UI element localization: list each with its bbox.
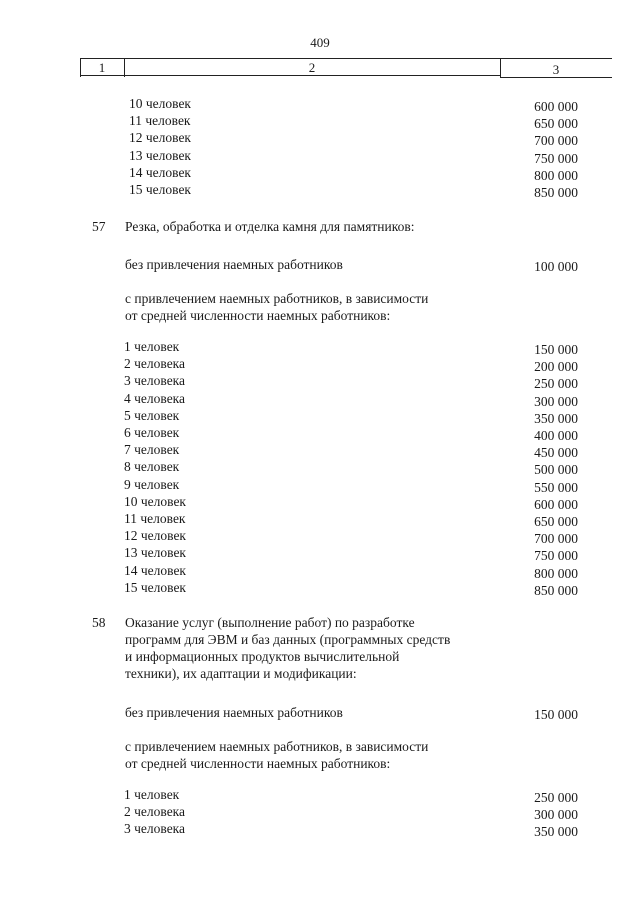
section-subheading: с привлечением наемных работников, в зависимости [125, 291, 429, 306]
column-header-3: 3 [552, 62, 560, 77]
item-label: 6 человек [124, 425, 180, 440]
list-item [124, 562, 600, 579]
item-label: 9 человек [124, 476, 180, 492]
column-header-2: 2 [308, 60, 316, 75]
column-header [80, 58, 612, 76]
item-value: 150 000 [534, 707, 578, 722]
list-item [125, 704, 600, 721]
list-item [124, 820, 600, 840]
item-label: 13 человек [129, 147, 191, 163]
item-value: 650 000 [534, 116, 578, 132]
item-value: 150 000 [534, 342, 578, 357]
item-value: 300 000 [534, 807, 578, 823]
item-value: 700 000 [534, 531, 578, 547]
item-value: 450 000 [534, 445, 578, 461]
item-value: 350 000 [534, 410, 578, 426]
list-item [124, 544, 600, 564]
item-value: 300 000 [534, 393, 578, 409]
item-value: 250 000 [534, 376, 578, 392]
section-title: техники), их адаптации и модификации: [125, 666, 357, 681]
list-item [124, 510, 600, 527]
item-label: 1 человек [124, 787, 180, 802]
item-label: 13 человек [124, 545, 186, 561]
list-item [124, 390, 600, 407]
item-value: 600 000 [534, 496, 578, 512]
item-value: 500 000 [534, 462, 578, 478]
item-label: 5 человек [124, 407, 180, 423]
item-value: 850 000 [534, 582, 578, 598]
list-item [124, 338, 600, 355]
item-value: 800 000 [534, 167, 578, 183]
list-item [124, 579, 600, 596]
item-label: 15 человек [124, 579, 186, 595]
item-label: 2 человека [124, 804, 186, 820]
header-top-rule [80, 58, 612, 59]
item-label: без привлечения наемных работников [125, 705, 343, 720]
item-label: 7 человек [124, 442, 180, 458]
item-value: 550 000 [534, 479, 578, 495]
item-value: 650 000 [534, 514, 578, 529]
section-number: 57 [92, 219, 106, 234]
list-item [124, 786, 600, 803]
list-item [124, 355, 600, 375]
item-label: 8 человек [124, 459, 180, 475]
item-value: 600 000 [534, 99, 578, 114]
list-item [129, 181, 600, 198]
section-subheading: с привлечением наемных работников, в зависимости [125, 739, 429, 754]
item-value: 250 000 [534, 790, 578, 805]
list-item [124, 493, 600, 510]
list-item [124, 527, 600, 547]
item-label: 14 человек [124, 562, 186, 578]
section-title: Оказание услуг (выполнение работ) по разработке [125, 615, 415, 630]
list-item [129, 95, 600, 112]
item-label: 2 человека [124, 356, 186, 372]
item-label: 12 человек [129, 130, 191, 146]
list-item [124, 441, 600, 461]
item-label: 3 человека [124, 373, 186, 389]
item-label: 4 человека [124, 390, 186, 406]
list-item [129, 147, 600, 164]
section-title: программ для ЭВМ и баз данных (программных средств [125, 632, 451, 647]
item-label: 10 человек [124, 493, 186, 509]
column-header-1: 1 [98, 60, 106, 75]
list-item [124, 407, 600, 424]
item-label: 15 человек [129, 182, 191, 197]
item-label: 3 человека [124, 821, 186, 837]
list-item [129, 129, 600, 149]
section-subheading: от средней численности наемных работников: [125, 756, 391, 771]
list-item [124, 458, 600, 478]
list-item [125, 256, 600, 273]
item-value: 400 000 [534, 428, 578, 443]
list-item [124, 803, 600, 823]
item-value: 750 000 [534, 150, 578, 166]
list-item [129, 164, 600, 181]
item-value: 700 000 [534, 133, 578, 149]
section-title: и информационных продуктов вычислительной [125, 649, 400, 664]
list-item [124, 424, 600, 441]
item-label: 1 человек [124, 339, 180, 354]
list-item [124, 372, 600, 392]
item-value: 100 000 [534, 259, 578, 274]
page-number: 409 [310, 35, 330, 50]
item-label: 12 человек [124, 528, 186, 544]
item-label: 10 человек [129, 96, 191, 111]
item-value: 200 000 [534, 359, 578, 375]
item-label: без привлечения наемных работников [125, 257, 343, 272]
item-label: 11 человек [129, 113, 191, 129]
list-item [129, 112, 600, 132]
item-label: 11 человек [124, 511, 186, 526]
item-value: 850 000 [534, 185, 578, 200]
item-label: 14 человек [129, 164, 191, 180]
item-value: 800 000 [534, 565, 578, 581]
item-value: 350 000 [534, 824, 578, 840]
item-value: 750 000 [534, 548, 578, 564]
section-subheading: от средней численности наемных работников: [125, 308, 391, 323]
list-item [124, 476, 600, 493]
section-title: Резка, обработка и отделка камня для памятников: [125, 219, 415, 234]
section-number: 58 [92, 615, 106, 630]
